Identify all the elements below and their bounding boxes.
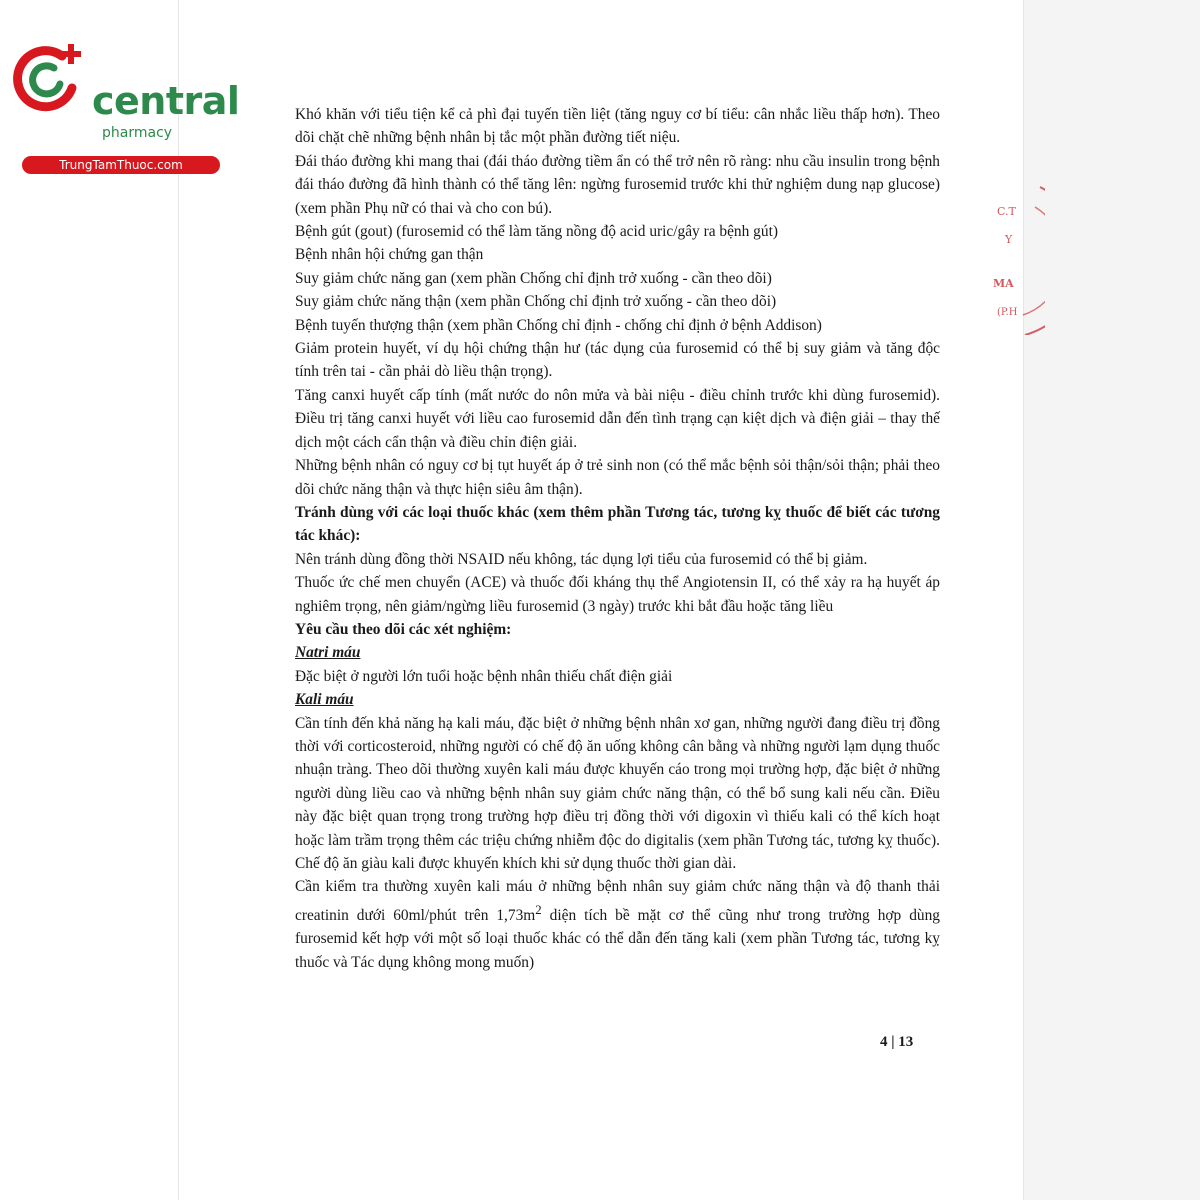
paragraph-part: Cần kiểm tra thường xuyên kali máu ở những bệnh nhân suy giảm chức năng thận và độ thanh thải creatinin dưới 60ml/phút trên 1,73m [295,878,940,924]
subheading [295,688,940,711]
scan-margin-left [0,0,178,1200]
paragraph: Suy giảm chức năng thận (xem phần Chống chỉ định trở xuống - cần theo dõi) [295,293,777,311]
paragraph: Những bệnh nhân có nguy cơ bị tụt huyết áp ở trẻ sinh non (có thể mắc bệnh sỏi thận/sỏi thận; phải theo dõi chức năng thận và thực hiện siêu âm thận). [295,457,940,498]
paragraph: Bệnh gút (gout) (furosemid có thể làm tăng nồng độ acid uric/gây ra bệnh gút) [295,223,778,241]
paragraph: Thuốc ức chế men chuyển (ACE) và thuốc đối kháng thụ thể Angiotensin II, có thể xảy ra hạ huyết áp nghiêm trọng, nên giảm/ngừng liều furosemid (3 ngày) trước khi bắt đầu hoặc tăng liều [295,574,940,615]
stamp-fragment [985,185,1045,335]
section-heading: Yêu cầu theo dõi các xét nghiệm: [295,620,512,638]
paragraph: Bệnh tuyến thượng thận (xem phần Chống chỉ định - chống chỉ định ở bệnh Addison) [295,316,822,334]
paragraph: Đái tháo đường khi mang thai (đái tháo đường tiềm ẩn có thể trở nên rõ ràng: nhu cầu insulin trong bệnh đái tháo đường đã hình thành có thể tăng lên: ngừng furosemid trước khi thử nghiệm dung nạp glucose) (xem phần Phụ nữ có thai và cho con bú). [295,152,940,217]
paragraph: Tăng canxi huyết cấp tính (mất nước do nôn mửa và bài niệu - điều chỉnh trước khi dùng furosemid). Điều trị tăng canxi huyết với liều cao furosemid dẫn đến tình trạng cạn kiệt dịch và điện giải – thay thế dịch một cách cẩn thận và điều chỉn điện giải. [295,386,940,451]
paragraph: Khó khăn với tiểu tiện kể cả phì đại tuyến tiền liệt (tăng nguy cơ bí tiểu: cân nhắc liều thấp hơn). Theo dõi chặt chẽ những bệnh nhân bị tắc một phần đường tiết niệu. [295,106,940,147]
paragraph: Giảm protein huyết, ví dụ hội chứng thận hư (tác dụng của furosemid có thể bị suy giảm và tăng độc tính trên tai - cần phải dò liều thận trọng). [295,340,940,381]
paragraph-part: diện tích bề mặt cơ thể cũng như trong trường hợp dùng furosemid kết hợp với một số loại thuốc khác có thể dẫn đến tăng kali (xem phần Tương tác, tương kỵ thuốc và Tác dụng không mong muốn) [295,906,940,971]
stamp-text-1: C.T [997,205,1016,218]
document-body [295,103,940,974]
page-number: 4 | 13 [880,1034,914,1050]
subheading [295,641,940,664]
paragraph: Đặc biệt ở người lớn tuổi hoặc bệnh nhân thiếu chất điện giải [295,667,673,685]
paragraph: Cần tính đến khả năng hạ kali máu, đặc biệt ở những bệnh nhân xơ gan, những người đang điều trị đồng thời với corticosteroid, những người có chế độ ăn uống không cân bằng và những người lạm dụng thuốc nhuận tràng. Theo dõi thường xuyên kali máu được khuyến cáo trong mọi trường hợp, đặc biệt ở những người dùng liều cao và những bệnh nhân suy giảm chức năng thận, có thể bổ sung kali nếu cần. Điều này đặc biệt quan trọng trong trường hợp điều trị đồng thời với digoxin vì thiếu kali có thể kích hoạt hoặc làm trầm trọng thêm các triệu chứng nhiễm độc do digitalis (xem phần Tương tác, tương kỵ thuốc). Chế độ ăn giàu kali được khuyến khích khi sử dụng thuốc thời gian dài. [295,714,940,872]
logo-subtitle: pharmacy [102,125,173,141]
stamp-text-4: (P.H [997,307,1018,318]
stamp-text-3: MA [993,277,1014,290]
superscript: 2 [535,902,542,917]
subheading-natri: Natri máu [295,644,361,662]
logo-name: central [92,79,240,123]
stamp-text-2: Y [1005,233,1013,246]
logo-site-bar: TrungTamThuoc.com [22,156,220,174]
scan-margin-right [1024,0,1200,1200]
paragraph: Nên tránh dùng đồng thời NSAID nếu không, tác dụng lợi tiểu của furosemid có thể bị giảm. [295,550,868,568]
paragraph: Suy giảm chức năng gan (xem phần Chống chỉ định trở xuống - cần theo dõi) [295,269,772,287]
central-pharmacy-logo [10,38,240,172]
paragraph [295,875,940,974]
subheading-kali: Kali máu [295,691,354,709]
logo-mark-icon [10,38,90,118]
section-heading: Tránh dùng với các loại thuốc khác (xem thêm phần Tương tác, tương kỵ thuốc để biết các tương tác khác): [295,503,940,545]
paragraph: Bệnh nhân hội chứng gan thận [295,246,484,264]
